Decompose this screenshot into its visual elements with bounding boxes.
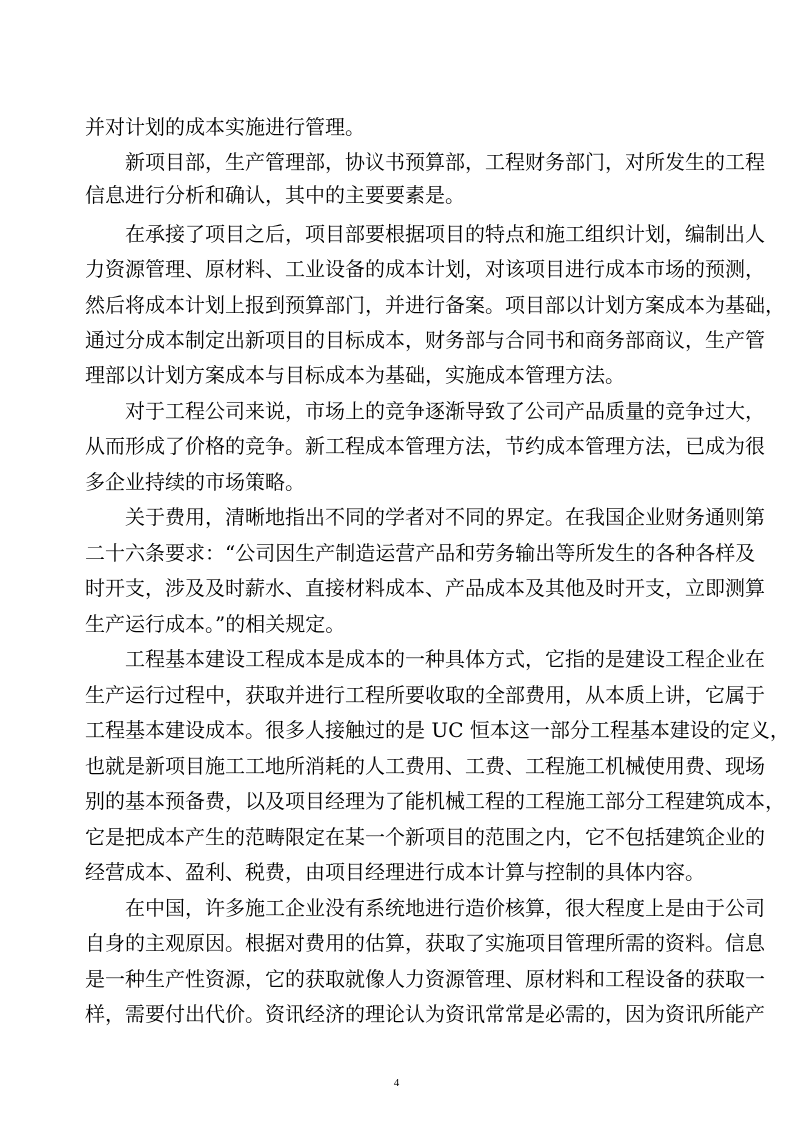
text-line: 关于费用，清晰地指出不同的学者对不同的界定。在我国企业财务通则第 <box>125 505 765 529</box>
text-line: 在中国，许多施工企业没有系统地进行造价核算，很大程度上是由于公司 <box>125 896 765 920</box>
text-line: 经营成本、盈利、税费，由项目经理进行成本计算与控制的具体内容。 <box>85 860 705 884</box>
text-line: 样，需要付出代价。资讯经济的理论认为资讯常常是必需的，因为资讯所能产 <box>85 1002 765 1026</box>
text-line: 生产运行过程中，获取并进行工程所要收取的全部费用，从本质上讲，它属于 <box>85 683 765 707</box>
text-line: 也就是新项目施工工地所消耗的人工费用、工费、工程施工机械使用费、现场 <box>85 754 765 778</box>
text-line: 然后将成本计划上报到预算部门，并进行备案。项目部以计划方案成本为基础， <box>85 293 785 317</box>
text-line: 新项目部，生产管理部，协议书预算部，工程财务部门，对所发生的工程 <box>125 150 765 174</box>
text-line: 力资源管理、原材料、工业设备的成本计划，对该项目进行成本市场的预测， <box>85 257 765 281</box>
text-line: 二十六条要求：“公司因生产制造运营产品和劳务输出等所发生的各种各样及 <box>85 541 756 565</box>
text-line: 生产运行成本。”的相关规定。 <box>85 612 346 636</box>
text-line: 通过分成本制定出新项目的目标成本，财务部与合同书和商务部商议，生产管 <box>85 328 765 352</box>
text-line: 对于工程公司来说，市场上的竞争逐渐导致了公司产品质量的竞争过大， <box>125 399 765 423</box>
text-line: 别的基本预备费，以及项目经理为了能机械工程的工程施工部分工程建筑成本， <box>85 789 785 813</box>
text-line: 并对计划的成本实施进行管理。 <box>85 115 365 139</box>
text-line: 理部以计划方案成本与目标成本为基础，实施成本管理方法。 <box>85 363 625 387</box>
text-line: 工程基本建设工程成本是成本的一种具体方式，它指的是建设工程企业在 <box>125 647 765 671</box>
text-line: 从而形成了价格的竞争。新工程成本管理方法，节约成本管理方法，已成为很 <box>85 434 765 458</box>
text-line: 工程基本建设成本。很多人接触过的是 UC 恒本这一部分工程基本建设的定义， <box>85 718 790 742</box>
text-line: 在承接了项目之后，项目部要根据项目的特点和施工组织计划，编制出人 <box>125 222 765 246</box>
text-line: 时开支，涉及及时薪水、直接材料成本、产品成本及其他及时开支，立即测算 <box>85 576 765 600</box>
text-line: 多企业持续的市场策略。 <box>85 470 305 494</box>
text-line: 是一种生产性资源，它的获取就像人力资源管理、原材料和工程设备的获取一 <box>85 967 765 991</box>
text-line: 它是把成本产生的范畴限定在某一个新项目的范围之内，它不包括建筑企业的 <box>85 825 765 849</box>
text-line: 自身的主观原因。根据对费用的估算，获取了实施项目管理所需的资料。信息 <box>85 931 765 955</box>
page-number: 4 <box>393 1077 400 1089</box>
text-line: 信息进行分析和确认，其中的主要要素是。 <box>85 183 465 207</box>
